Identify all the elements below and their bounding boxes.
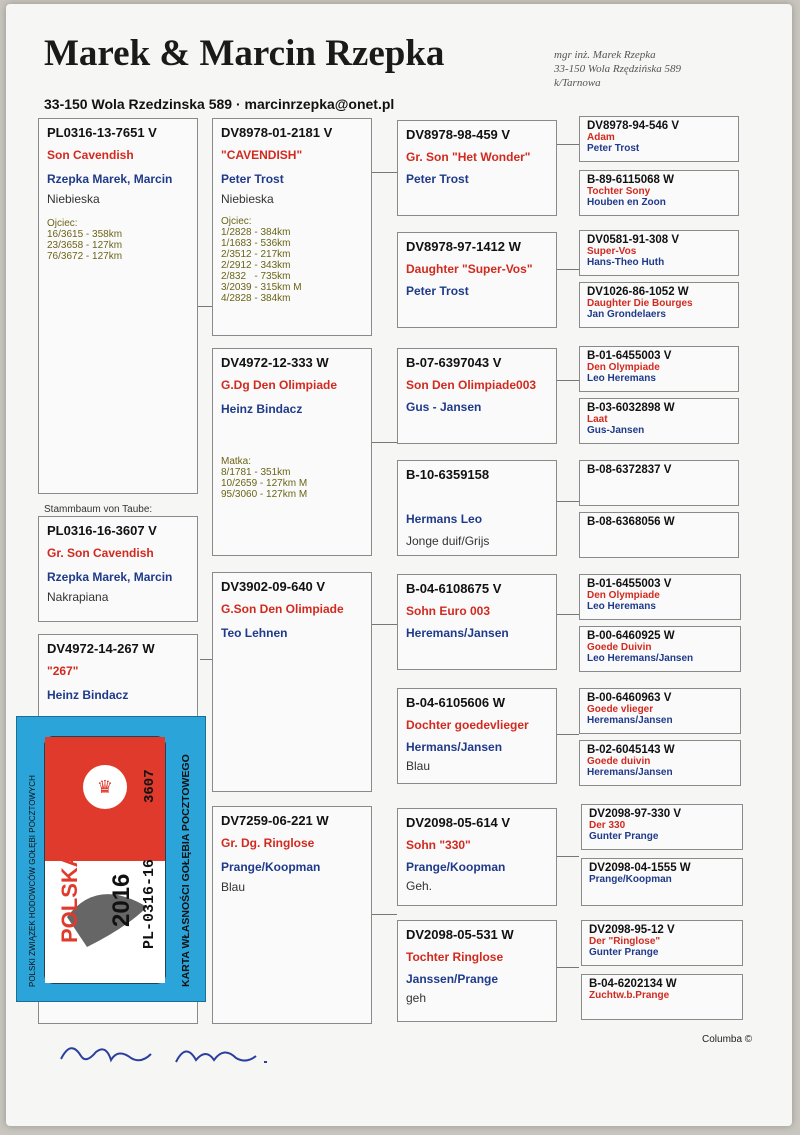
ring-number: B-08-6372837 V xyxy=(587,464,672,476)
pigeon-name: Adam xyxy=(587,132,615,143)
pigeon-box xyxy=(397,348,557,444)
pigeon-name: Son Den Olimpiade003 xyxy=(406,378,537,392)
ownership-card-graphic xyxy=(17,717,205,1001)
ring-number: DV4972-12-333 W xyxy=(221,355,329,370)
grandparent-box xyxy=(579,512,739,558)
ring-number: B-01-6455003 V xyxy=(587,350,672,362)
pigeon-box xyxy=(397,232,557,328)
footer-brand: Columba © xyxy=(702,1034,753,1045)
signature xyxy=(56,1034,286,1074)
ring-number: B-04-6108675 V xyxy=(406,581,502,596)
ring-number: B-04-6202134 W xyxy=(589,978,677,990)
owner: Heremans/Jansen xyxy=(587,767,673,778)
grandparent-box xyxy=(579,626,741,672)
card-number: 3607 xyxy=(142,769,158,803)
grandparent-box xyxy=(581,858,743,906)
owner: Leo Heremans/Jansen xyxy=(587,653,694,664)
ring-number: PL0316-16-3607 V xyxy=(47,523,157,538)
dam2-pigeon xyxy=(212,806,372,1024)
pigeon-box xyxy=(397,808,557,906)
grandparent-box xyxy=(579,398,739,444)
ring-number: B-03-6032898 W xyxy=(587,402,675,414)
sire2-pigeon xyxy=(212,572,372,792)
pigeon-name: Daughter "Super-Vos" xyxy=(406,262,533,276)
card-title: KARTA WŁASNOŚCI GOŁĘBIA POCZTOWEGO xyxy=(180,754,192,987)
ring-number: B-07-6397043 V xyxy=(406,355,502,370)
ring-number: B-08-6368056 W xyxy=(587,516,675,528)
pigeon-color: Niebieska xyxy=(47,192,100,206)
owner: Gunter Prange xyxy=(589,831,659,842)
owner: Peter Trost xyxy=(406,172,469,186)
pigeon-name: G.Dg Den Olimpiade xyxy=(221,378,338,392)
ring-number: DV2098-95-12 V xyxy=(589,924,675,936)
owner: Hermans Leo xyxy=(406,512,483,526)
pigeon-color: Blau xyxy=(406,759,431,773)
pigeon-name: Sohn "330" xyxy=(406,838,471,852)
pigeon-box xyxy=(397,120,557,216)
ring-number: B-00-6460963 V xyxy=(587,692,672,704)
pigeon-name: Gr. Dg. Ringlose xyxy=(221,836,315,850)
pigeon-name: Super-Vos xyxy=(587,246,637,257)
owner: Janssen/Prange xyxy=(406,972,499,986)
pigeon-box xyxy=(397,460,557,556)
pigeon-box xyxy=(397,920,557,1022)
pedigree-sheet xyxy=(6,4,792,1126)
owner: Gus - Jansen xyxy=(406,400,482,414)
grandparent-box xyxy=(581,974,743,1020)
ring-number: DV2098-04-1555 W xyxy=(589,862,691,874)
ring-number: DV8978-94-546 V xyxy=(587,120,680,132)
grandparent-box xyxy=(579,116,739,162)
dam-pigeon xyxy=(212,348,372,556)
pigeon-color: Geh. xyxy=(406,879,433,893)
pigeon-name: Daughter Die Bourges xyxy=(587,298,693,309)
owner: Heremans/Jansen xyxy=(406,626,509,640)
page-title: Marek & Marcin Rzepka xyxy=(44,33,445,74)
owner: Gunter Prange xyxy=(589,947,659,958)
pigeon-name: Goede Duivin xyxy=(587,642,652,653)
ring-number: B-89-6115068 W xyxy=(587,174,674,186)
ring-number: DV4972-14-267 W xyxy=(47,641,155,656)
pigeon-name: Son Cavendish xyxy=(47,148,134,162)
card-year: 2016 xyxy=(108,873,135,927)
owner: Gus-Jansen xyxy=(587,425,645,436)
pigeon-name: Tochter Sony xyxy=(587,186,651,197)
race-results: 1/2828 - 384km 1/1683 - 536km 2/3512 - 217km 2/2912 - 343km 2/832 - 735km 3/2039 - 315km M 4/2828 - 384km xyxy=(221,227,302,304)
grandparent-box xyxy=(579,460,739,506)
owner: Heinz Bindacz xyxy=(221,402,303,416)
owner: Peter Trost xyxy=(587,143,640,154)
stamp-line: k/Tarnowa xyxy=(554,77,601,89)
owner: Prange/Koopman xyxy=(589,874,672,885)
stammbaum-label: Stammbaum von Taube: xyxy=(44,504,153,515)
eagle-icon: ♛ xyxy=(96,777,114,798)
pigeon-name: Goede vlieger xyxy=(587,704,654,715)
ring-number: DV1026-86-1052 W xyxy=(587,286,689,298)
pigeon-box xyxy=(397,574,557,670)
grandparent-box xyxy=(579,170,739,216)
grandparent-box xyxy=(579,688,741,734)
race-results: 16/3615 - 358km 23/3658 - 127km 76/3672 - 127km xyxy=(47,229,123,262)
pigeon-color: Jonge duif/Grijs xyxy=(406,534,490,548)
subject2-pigeon xyxy=(38,516,198,622)
grandparent-box xyxy=(579,346,739,392)
ring-number: PL0316-13-7651 V xyxy=(47,125,157,140)
pigeon-color: Blau xyxy=(221,880,246,894)
pigeon-name: Gr. Son "Het Wonder" xyxy=(406,150,531,164)
pigeon-name: Sohn Euro 003 xyxy=(406,604,491,618)
ring-number: B-02-6045143 W xyxy=(587,744,675,756)
stamp-line: mgr inż. Marek Rzepka xyxy=(554,49,656,61)
ring-number: DV8978-98-459 V xyxy=(406,127,511,142)
race-results: 8/1781 - 351km 10/2659 - 127km M 95/3060 - 127km M xyxy=(221,467,308,500)
perf-label: Ojciec: xyxy=(221,216,252,227)
grandparent-box xyxy=(581,920,743,966)
perf-label: Matka: xyxy=(221,456,252,467)
grandparent-box xyxy=(581,804,743,850)
ring-number: DV2098-97-330 V xyxy=(589,808,682,820)
grandparent-box xyxy=(579,574,741,620)
ring-number: DV3902-09-640 V xyxy=(221,579,326,594)
ring-number: B-04-6105606 W xyxy=(406,695,505,710)
owner: Peter Trost xyxy=(221,172,284,186)
ring-number: DV2098-05-614 V xyxy=(406,815,511,830)
card-ring: PL-0316-16 xyxy=(141,858,158,949)
pigeon-name: Der 330 xyxy=(589,820,626,831)
pigeon-name: Tochter Ringlose xyxy=(406,950,504,964)
card-country: POLSKA xyxy=(57,851,82,943)
address-line: 33-150 Wola Rzedzinska 589 · marcinrzepka@onet.pl xyxy=(44,96,395,112)
perf-label: Ojciec: xyxy=(47,218,78,229)
ring-number: B-01-6455003 V xyxy=(587,578,672,590)
owner: Heremans/Jansen xyxy=(587,715,673,726)
owner: Prange/Koopman xyxy=(406,860,506,874)
pigeon-name: Zuchtw.b.Prange xyxy=(589,990,670,1001)
grandparent-box xyxy=(579,230,739,276)
owner: Rzepka Marek, Marcin xyxy=(47,570,173,584)
pigeon-name: Goede duivin xyxy=(587,756,651,767)
stamp-line: 33-150 Wola Rzędzińska 589 xyxy=(554,63,682,75)
owner: Jan Grondelaers xyxy=(587,309,666,320)
pigeon-box xyxy=(397,688,557,784)
card-association: POLSKI ZWIĄZEK HODOWCÓW GOŁĘBI POCZTOWYCH xyxy=(28,775,37,987)
pigeon-color: geh xyxy=(406,991,427,1005)
sire-pigeon xyxy=(212,118,372,336)
pigeon-color: Niebieska xyxy=(221,192,274,206)
pigeon-name: Gr. Son Cavendish xyxy=(47,546,154,560)
pigeon-name: Dochter goedevlieger xyxy=(406,718,529,732)
pigeon-name: G.Son Den Olimpiade xyxy=(221,602,344,616)
owner: Heinz Bindacz xyxy=(47,688,129,702)
owner: Hans-Theo Huth xyxy=(587,257,665,268)
pigeon-name: Laat xyxy=(587,414,608,425)
pigeon-name: Der "Ringlose" xyxy=(589,936,661,947)
pigeon-name: "CAVENDISH" xyxy=(221,148,303,162)
owner: Rzepka Marek, Marcin xyxy=(47,172,173,186)
ring-number: DV2098-05-531 W xyxy=(406,927,514,942)
owner: Leo Heremans xyxy=(587,601,656,612)
pigeon-name: Den Olympiade xyxy=(587,362,660,373)
owner: Teo Lehnen xyxy=(221,626,288,640)
address-stamp xyxy=(554,48,681,90)
pigeon-name: "267" xyxy=(47,664,79,678)
grandparent-box xyxy=(579,740,741,786)
ownership-card xyxy=(16,716,206,1002)
ring-number: DV0581-91-308 V xyxy=(587,234,680,246)
subject-pigeon xyxy=(38,118,198,494)
pigeon-name: Den Olympiade xyxy=(587,590,660,601)
ring-number: DV8978-01-2181 V xyxy=(221,125,333,140)
grandparent-box xyxy=(579,282,739,328)
owner: Hermans/Jansen xyxy=(406,740,503,754)
owner: Peter Trost xyxy=(406,284,469,298)
pigeon-color: Nakrapiana xyxy=(47,590,109,604)
ring-number: DV7259-06-221 W xyxy=(221,813,329,828)
ring-number: DV8978-97-1412 W xyxy=(406,239,521,254)
owner: Houben en Zoon xyxy=(587,197,666,208)
ring-number: B-00-6460925 W xyxy=(587,630,675,642)
ring-number: B-10-6359158 xyxy=(406,467,490,482)
owner: Prange/Koopman xyxy=(221,860,321,874)
owner: Leo Heremans xyxy=(587,373,656,384)
